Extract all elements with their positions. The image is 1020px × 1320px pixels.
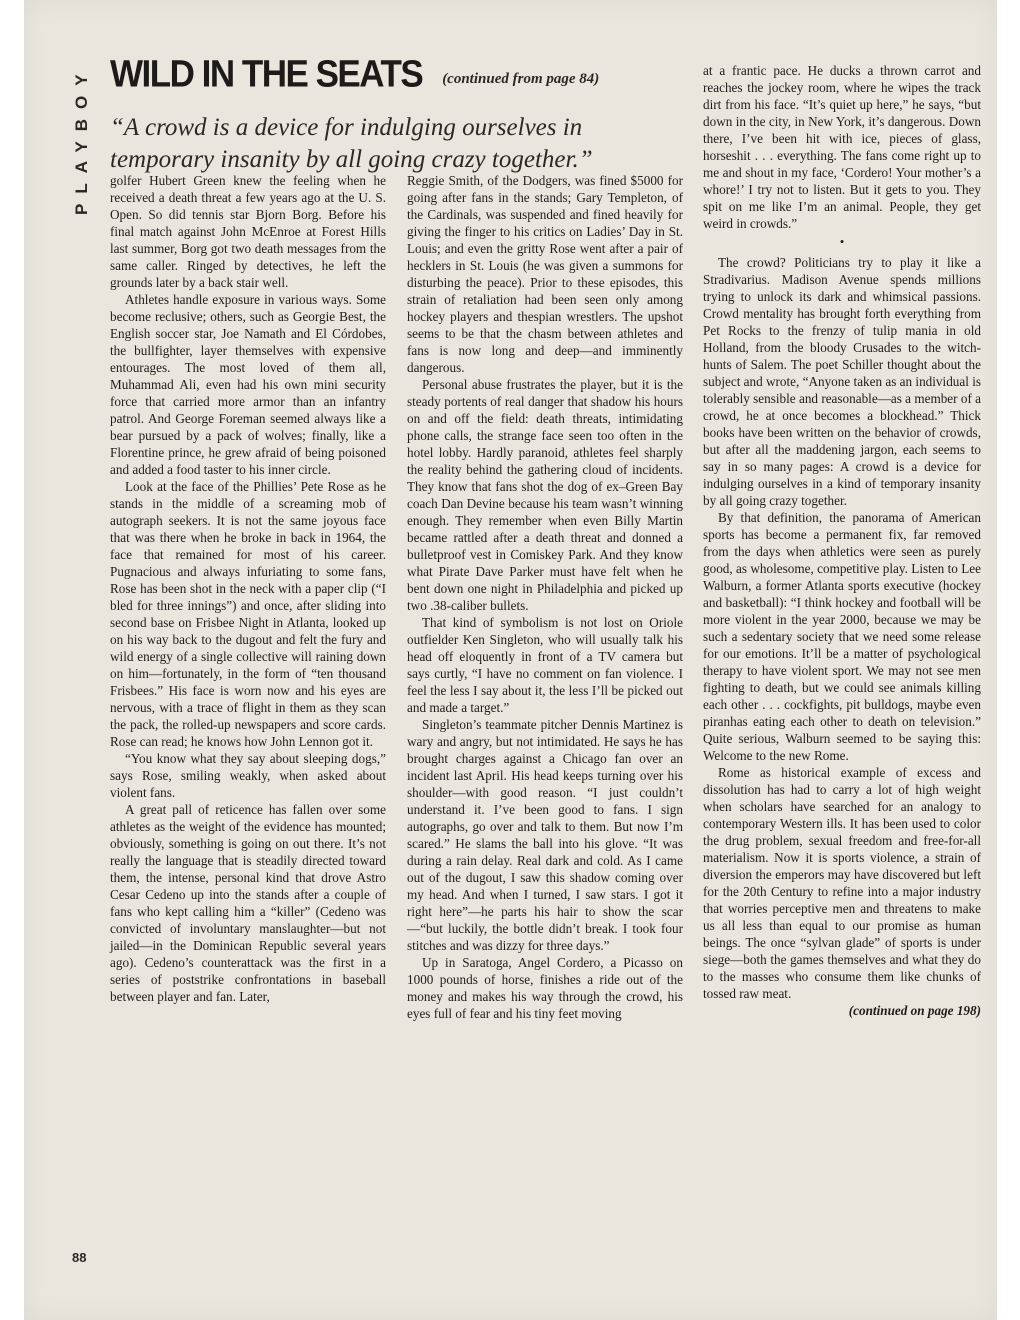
- paragraph: Rome as historical example of excess and dissolution has had to carry a lot of high weight when scholars have searched for an analogy to contemporary Western ills. It has been used to color the drug problem, sexual freedom and free-for-all materialism. Now it is sports violence, a strain of diversion the emperors may have discovered but left for the 20th Century to refine into a major industry that worries perceptive men and threatens to make us all less than equal to our promise as human beings. The once “sylvan glade” of sports is under siege—both the games themselves and what they do to the masses who consume them like chunks of tossed raw meat.: [703, 765, 981, 1001]
- paragraph: Athletes handle exposure in various ways. Some become reclusive; others, such as Georgie Best, the English soccer star, Joe Namath and El Córdobes, the bullfighter, layer themselves with expensive entourages. The most loved of them all, Muhammad Ali, even had his own mini security force that carried more armor than an infantry patrol. And George Foreman seemed always like a bear pursued by a pack of wolves; finally, like a Florentine prince, he grew afraid of being poisoned and added a food taster to his inner circle.: [110, 292, 386, 477]
- headline-row: [110, 52, 600, 102]
- pull-quote: “A crowd is a device for indulging ourselves in temporary insanity by all going crazy together.”: [110, 114, 593, 173]
- continued-from-note: (continued from page 84): [442, 71, 600, 87]
- text-column-1: [110, 172, 386, 1005]
- magazine-vertical-logo: PLAYBOY: [72, 64, 91, 215]
- article-headline: WILD IN THE SEATS: [110, 52, 423, 95]
- paragraph: The crowd? Politicians try to play it like a Stradivarius. Madison Avenue spends millions trying to unlock its dark and whimsical passions. Crowd mentality has brought forth everything from Pet Rocks to the frenzy of tulip mania in old Holland, from the bloody Crusades to the witch-hunts of Salem. The poet Schiller thought about the subject and wrote, “Anyone taken as an individual is tolerably sensible and reasonable—as a member of a crowd, he at once becomes a blockhead.” Thick books have been written on the behavior of crowds, but after all the maddening jargon, each seems to say in so many pages: A crowd is a device for indulging ourselves in a kind of temporary insanity by all going crazy together.: [703, 255, 981, 508]
- paragraph: “You know what they say about sleeping dogs,” says Rose, smiling weakly, when asked about violent fans.: [110, 751, 386, 800]
- paragraph: Singleton’s teammate pitcher Dennis Martinez is wary and angry, but not intimidated. He says he has brought charges against a Chicago fan over an incident last April. His head keeps turning over his shoulder—with good reason. “I just couldn’t understand it. I’ve been good to fans. I sign autographs, go over and talk to them. But now I’m scared.” He slams the ball into his glove. “It was during a rain delay. Real dark and cold. As I came out of the dugout, I saw this shadow coming over my head. And when I turned, I saw stars. I got it right here”—he parts his hair to show the scar—“but luckily, the bottle didn’t break. I took four stitches and was dizzy for three days.”: [407, 717, 683, 953]
- paragraph: By that definition, the panorama of American sports has become a permanent fix, far removed from the days when athletics were seen as purely good, as wholesome, competitive play. Listen to Lee Walburn, a former Atlanta sports executive (hockey and basketball): “I think hockey and football will be more violent in the year 2000, because we may be such a sedentary society that we need some release for our emotions. It’ll be a matter of psychological therapy to have violent sport. We may not see men fighting to death, but we could see animals killing each other . . . cockfights, pit bulldogs, maybe even piranhas eating each other to death on television.” Quite serious, Walburn seemed to be saying this: Welcome to the new Rome.: [703, 510, 981, 763]
- paragraph: That kind of symbolism is not lost on Oriole outfielder Ken Singleton, who will usually talk his head off eloquently in front of a TV camera but says curtly, “I have no comment on fan violence. I feel the less I say about it, the less I’ll be picked out and made a target.”: [407, 615, 683, 715]
- page-number: 88: [72, 1250, 87, 1265]
- magazine-page: [24, 0, 997, 1320]
- paragraph: Reggie Smith, of the Dodgers, was fined $5000 for going after fans in the stands; Gary Templeton, of the Cardinals, was suspended and fined heavily for giving the finger to his critics on Ladies’ Day in St. Louis; and even the gritty Rose went after a pair of hecklers in St. Louis (he was given a summons for disturbing the peace). Prior to these episodes, this strain of retaliation had been seen only among hockey players and thespian wrestlers. The upshot seems to be that the chasm between athletes and fans is now long and deep—and imminently dangerous.: [407, 173, 683, 375]
- section-break-bullet: •: [839, 234, 845, 249]
- paragraph: Up in Saratoga, Angel Cordero, a Picasso on 1000 pounds of horse, finishes a ride out of the money and makes his way through the crowd, his eyes full of fear and his tiny feet moving: [407, 955, 683, 1021]
- text-column-2: [407, 172, 683, 1022]
- paragraph: A great pall of reticence has fallen over some athletes as the weight of the evidence has mounted; obviously, something is going on out there. It’s not really the language that is steadily directed toward them, the intense, personal kind that drove Astro Cesar Cedeno up into the stands after a couple of fans who kept calling him a “killer” (Cedeno was convicted of involuntary manslaughter—but not jailed—in the Dominican Republic several years ago). Cedeno’s counterattack was the first in a series of poststrike confrontations in baseball between player and fan. Later,: [110, 802, 386, 1004]
- paragraph: golfer Hubert Green knew the feeling when he received a death threat a few years ago at the U. S. Open. So did tennis star Bjorn Borg. Before his final match against John McEnroe at Forest Hills last summer, Borg got two death messages from the same caller. Ringed by detectives, he left the grounds later by a back stair well.: [110, 173, 386, 290]
- continued-on-note: (continued on page 198): [848, 1003, 981, 1018]
- paragraph: Look at the face of the Phillies’ Pete Rose as he stands in the middle of a screaming mob of autograph seekers. It is not the same joyous face that was there when he broke in back in 1964, the face that remained for most of his career. Pugnacious and always infuriating to some fans, Rose has been shot in the neck with a paper clip (“I bled for three innings”) and once, after sliding into second base on Frisbee Night in Atlanta, looked up on his way back to the dugout and felt the fury and wild energy of a single collective will raining down on him—fortunately, in the form of “ten thousand Frisbees.” His face is worn now and his eyes are nervous, with a trace of flight in them as they scan the pack, the rolled-up newspapers and score cards. Rose can read; he knows how John Lennon got it.: [110, 479, 386, 749]
- paragraph: at a frantic pace. He ducks a thrown carrot and reaches the jockey room, where he wipes the track dirt from his face. “It’s quiet up here,” he says, “but down in the city, in New York, it’s dangerous. Down there, I’ve been hit with ice, pieces of glass, horseshit . . . everything. The fans come right up to me and shout in my face, ‘Cordero! Your mother’s a whore!’ I try not to listen. But it gets to you. They spit on me like I’m an animal. People, they get weird in crowds.”: [703, 63, 981, 231]
- text-column-3: [703, 62, 981, 1019]
- paragraph: Personal abuse frustrates the player, but it is the steady portents of real danger that shadow his hours on and off the field: death threats, intimidating phone calls, the strange face seen too often in the hotel lobby. Hardly paranoid, athletes feel sharply the reality behind the gathering cloud of incidents. They know that fans shot the dog of ex–Green Bay coach Dan Devine because his team wasn’t winning enough. They remember when even Billy Martin became rattled after a death threat and donned a bulletproof vest in Comiskey Park. And they know what Pirate Dave Parker must have felt when he bent down one night in Philadelphia and picked up two .38-caliber bullets.: [407, 377, 683, 613]
